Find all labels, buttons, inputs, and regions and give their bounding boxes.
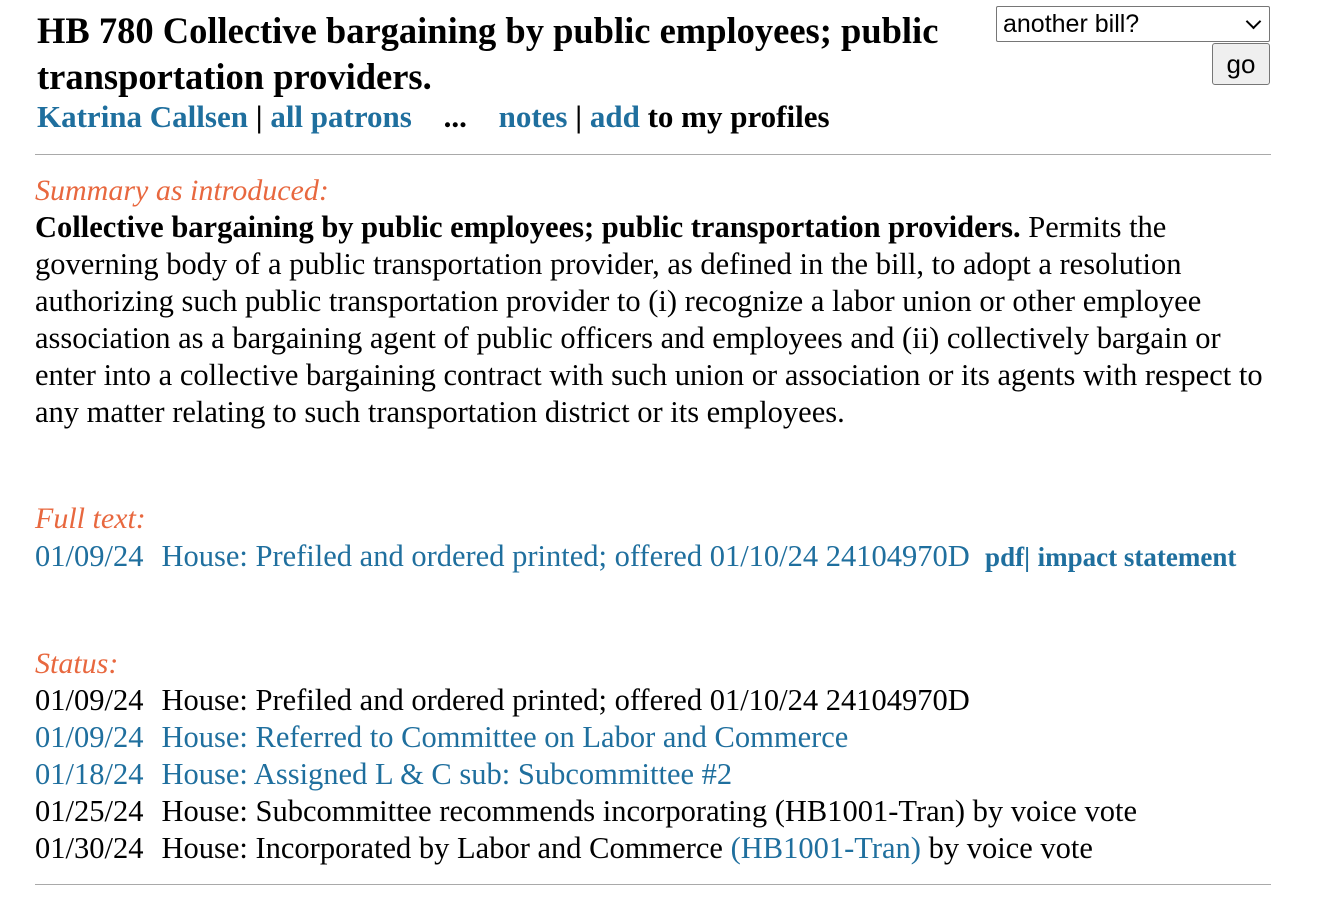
- separator: |: [255, 99, 263, 134]
- patrons-line: [37, 97, 830, 137]
- go-button[interactable]: go: [1212, 43, 1270, 85]
- bill-page: [35, 0, 1271, 865]
- notes-link[interactable]: notes: [498, 99, 568, 134]
- status-date: 01/09/24: [35, 683, 144, 717]
- status-item: [35, 682, 1137, 719]
- separator: |: [1024, 542, 1031, 572]
- status-label: Status:: [35, 647, 119, 680]
- summary-text: [35, 209, 1271, 431]
- full-text-description: House: Prefiled and ordered printed; offered 01/10/24 24104970D: [161, 539, 970, 573]
- page-title: HB 780 Collective bargaining by public employees; public transportation providers.: [37, 10, 939, 97]
- status-item-link[interactable]: [35, 720, 848, 754]
- status-list: [35, 682, 1137, 867]
- status-item-link[interactable]: [35, 757, 732, 791]
- divider: [35, 884, 1271, 885]
- all-patrons-link[interactable]: all patrons: [270, 99, 412, 134]
- summary-label: Summary as introduced:: [35, 174, 329, 207]
- status-date: 01/18/24: [35, 757, 144, 791]
- status-date: 01/30/24: [35, 831, 144, 865]
- status-text: House: Incorporated by Labor and Commerce: [161, 831, 723, 865]
- full-text-entry: [35, 538, 1271, 576]
- status-item: [35, 830, 1137, 867]
- status-text: House: Prefiled and ordered printed; offered 01/10/24 24104970D: [161, 683, 970, 717]
- pdf-link[interactable]: pdf: [985, 542, 1025, 572]
- status-date: 01/25/24: [35, 794, 144, 828]
- impact-statement-link[interactable]: impact statement: [1037, 542, 1237, 572]
- full-text-version-link[interactable]: [35, 539, 970, 573]
- status-text: House: Referred to Committee on Labor and Commerce: [161, 720, 849, 754]
- summary-body: Permits the governing body of a public transportation provider, as defined in the bill, to adopt a resolution authorizing such public transportation provider to (i) recognize a labor union or other employee association as a bargaining agent of public officers and employees and (ii) collectively bargain or enter into a collective bargaining contract with such union or association or its agents with respect to any matter relating to such transportation district or its employees.: [35, 210, 1263, 429]
- status-text: House: Subcommittee recommends incorporating (HB1001-Tran) by voice vote: [161, 794, 1137, 828]
- status-item[interactable]: [35, 719, 1137, 756]
- separator: |: [575, 99, 583, 134]
- chevron-down-icon: [1246, 13, 1262, 29]
- bill-header: [35, 0, 1271, 154]
- another-bill-select[interactable]: [996, 6, 1270, 42]
- another-bill-select-value: another bill?: [1003, 9, 1140, 38]
- full-text-label: Full text:: [35, 502, 146, 535]
- status-item: [35, 793, 1137, 830]
- status-date: 01/09/24: [35, 720, 144, 754]
- patron-link[interactable]: Katrina Callsen: [37, 99, 248, 134]
- ellipsis: ...: [443, 99, 467, 134]
- summary-lead: Collective bargaining by public employees; public transportation providers.: [35, 210, 1021, 244]
- divider: [35, 154, 1271, 155]
- profiles-text: to my profiles: [647, 99, 830, 134]
- full-text-date: 01/09/24: [35, 539, 144, 573]
- hb1001-tran-link[interactable]: (HB1001-Tran): [730, 831, 921, 865]
- add-link[interactable]: add: [589, 99, 640, 134]
- status-item[interactable]: [35, 756, 1137, 793]
- status-text: by voice vote: [928, 831, 1093, 865]
- status-text: House: Assigned L & C sub: Subcommittee #2: [161, 757, 733, 791]
